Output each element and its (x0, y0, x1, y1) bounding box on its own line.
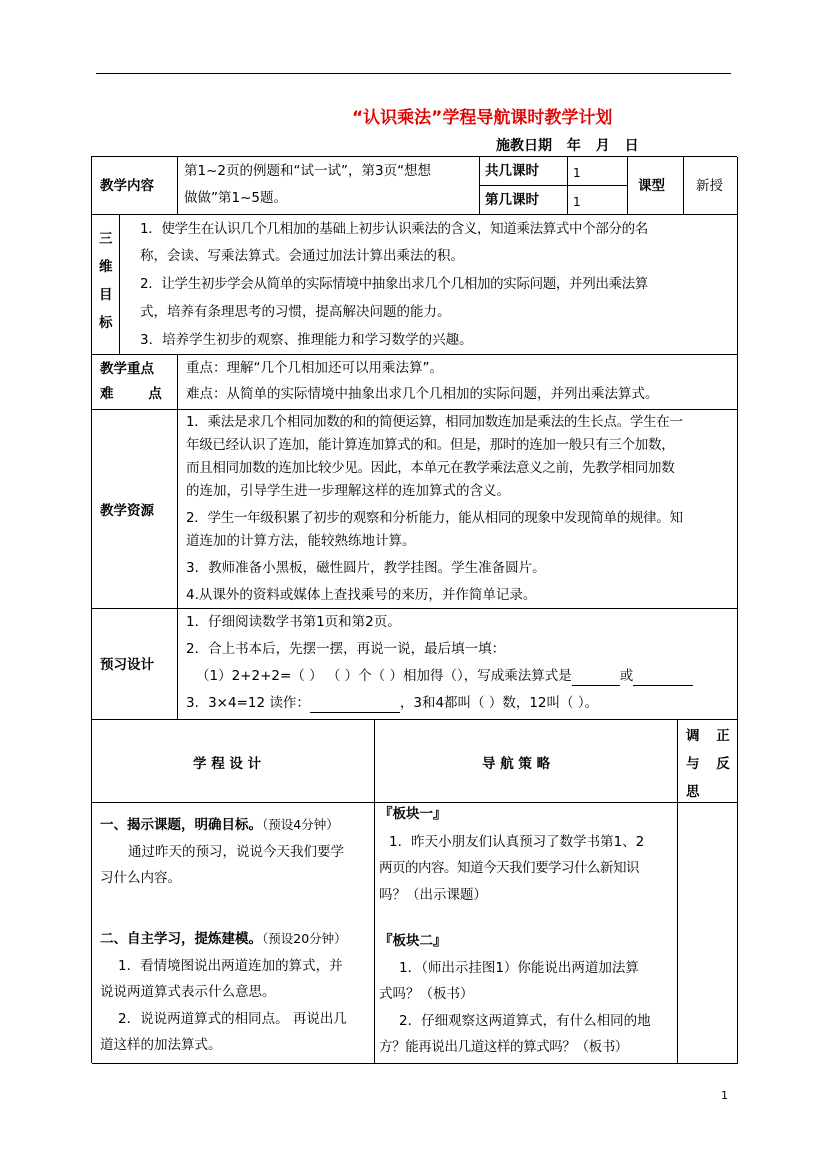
section-1-line-2: 习什么内容。 (100, 870, 181, 886)
period-index-value-cell (568, 186, 628, 215)
preview-line-1: 1．仔细阅读数学书第1页和第2页。 (186, 614, 401, 630)
section-1-heading (100, 815, 339, 835)
section-2-line-1: 1．看情境图说出两道连加的算式，并 (118, 958, 343, 974)
learning-design-table (91, 719, 737, 1063)
key-focus: 重点：理解“几个几相加还可以用乘法算”。 (186, 360, 443, 376)
goals-label-cell (92, 215, 120, 355)
resources-line-1: 1．乘法是求几个相同加数的和的简便运算，相同加数连加是乘法的生长点。学生在一 (186, 414, 683, 430)
block-2-line-4: 方？能再说出几道这样的算式吗？（板书） (379, 1039, 628, 1055)
section-1-time: （预设4分钟） (262, 817, 339, 832)
block-1-title: 『板块一』 (379, 806, 447, 822)
navigation-strategy-cell (375, 803, 678, 1064)
total-periods-value: 1 (573, 166, 581, 180)
block-2-title: 『板块二』 (379, 933, 447, 949)
goals-label-char-4: 标 (99, 315, 113, 331)
block-2-line-2: 式吗？（板书） (379, 986, 474, 1002)
resources-label-cell (92, 410, 178, 609)
section-2-line-3: 2．说说两道算式的相同点。 再说出几 (118, 1011, 347, 1027)
header-rule (96, 73, 731, 74)
fill-blank-1 (572, 671, 620, 686)
content-cell (178, 157, 480, 215)
lesson-type-label: 课型 (638, 178, 665, 194)
content-label: 教学内容 (100, 178, 154, 194)
preview-line-4-text: 3．3×4=12 读作： (186, 695, 310, 711)
goals-line-2: 称，会读、写乘法算式。会通过加法计算出乘法的积。 (140, 248, 464, 264)
resources-line-3: 而且相同加数的连加比较少见。因此，本单元在教学乘法意义之前，先教学相同加数 (186, 460, 675, 476)
section-2-time: （预设20分钟） (262, 931, 347, 946)
total-periods-label: 共几课时 (485, 163, 539, 179)
preview-line-4-rest: ，3和4都叫（ ）数，12叫（ ）。 (399, 695, 599, 711)
reflection-header-line-1: 调 正 (686, 728, 730, 744)
goals-line-4: 式，培养有条理思考的习惯，提高解决问题的能力。 (140, 304, 451, 320)
block-2-line-3: 2．仔细观察这两道算式，有什么相同的地 (399, 1013, 651, 1029)
goals-line-3: 2．让学生初步学会从简单的实际情境中抽象出求几个几相加的实际问题，并列出乘法算 (140, 276, 648, 292)
goals-label-char-2: 维 (99, 259, 113, 275)
resources-line-6: 道连加的计算方法，能较熟练地计算。 (186, 533, 416, 549)
goals-cell (120, 215, 738, 355)
preview-line-2: 2．合上书本后，先摆一摆，再说一说，最后填一填： (186, 641, 506, 657)
document-title: “认识乘法”学程导航课时教学计划 (352, 108, 613, 128)
fill-blank-2 (633, 671, 693, 686)
preview-line-4 (186, 693, 598, 713)
lesson-type-label-cell (628, 157, 684, 215)
goals-line-5: 3．培养学生初步的观察、推理能力和学习数学的兴趣。 (140, 332, 473, 348)
learning-design-header: 学 程 设 计 (193, 756, 262, 772)
reflection-header-cell (678, 720, 738, 803)
section-2-title: 二、自主学习，提炼建模。 (100, 931, 262, 947)
reflection-header-line-3: 思 (686, 784, 700, 800)
period-index-label: 第几课时 (485, 192, 539, 208)
content-label-cell (92, 157, 178, 215)
goals-line-1: 1．使学生在认识几个几相加的基础上初步认识乘法的含义，知道乘法算式中个部分的名 (140, 221, 648, 237)
preview-label-cell (92, 609, 178, 720)
lesson-type-value-cell (684, 157, 738, 215)
period-index-value: 1 (573, 195, 581, 209)
block-1-line-3: 吗？（出示课题） (379, 887, 487, 903)
resources-line-7: 3．教师准备小黑板，磁性圆片，教学挂图。学生准备圆片。 (186, 560, 546, 576)
resources-label: 教学资源 (100, 503, 154, 519)
key-label-line-2: 难 点 (100, 386, 162, 402)
reflection-header-line-2: 与 反 (686, 756, 730, 772)
lesson-type-value: 新授 (696, 178, 723, 194)
section-2-heading (100, 929, 347, 949)
section-1-title: 一、揭示课题，明确目标。 (100, 817, 262, 833)
total-periods-value-cell (568, 157, 628, 186)
preview-label: 预习设计 (100, 657, 154, 673)
resources-line-5: 2．学生一年级积累了初步的观察和分析能力，能从相同的现象中发现简单的规律。知 (186, 510, 683, 526)
preview-cell (178, 609, 738, 720)
resources-line-8: 4.从课外的资料或媒体上查找乘号的来历，并作简单记录。 (186, 587, 537, 603)
section-2-line-4: 道这样的加法算式。 (100, 1037, 222, 1053)
section-1-line-1: 通过昨天的预习，说说今天我们要学 (128, 844, 344, 860)
period-index-label-cell (480, 186, 568, 215)
content-line-2: 做做”第1~5题。 (184, 190, 287, 206)
preview-line-3 (196, 666, 693, 686)
key-cell (178, 355, 738, 410)
navigation-strategy-header-cell (375, 720, 678, 803)
navigation-strategy-header: 导 航 策 略 (482, 756, 551, 772)
fill-blank-3 (310, 698, 400, 713)
key-label-cell (92, 355, 178, 410)
preview-line-3-text: （1）2+2+2=（ ） （ ）个（ ）相加得（），写成乘法算式是 (196, 668, 572, 684)
block-2-line-1: 1．（师出示挂图1）你能说出两道加法算 (399, 960, 639, 976)
goals-label-char-3: 目 (99, 287, 113, 303)
total-periods-label-cell (480, 157, 568, 186)
page-number: 1 (721, 1089, 728, 1102)
learning-design-header-cell (92, 720, 375, 803)
goals-label-char-1: 三 (99, 231, 113, 247)
teaching-date-label: 施教日期 年 月 日 (496, 138, 639, 154)
section-2-line-2: 说说两道算式表示什么意思。 (100, 984, 276, 1000)
learning-design-cell (92, 803, 375, 1064)
resources-cell (178, 410, 738, 609)
content-line-1: 第1~2页的例题和“试一试”，第3页“想想 (184, 163, 432, 179)
preview-line-3-or: 或 (619, 668, 634, 684)
resources-line-2: 年级已经认识了连加，能计算连加算式的和。但是，那时的连加一般只有三个加数， (186, 437, 675, 453)
key-label-line-1: 教学重点 (100, 361, 154, 377)
resources-line-4: 的连加，引导学生进一步理解这样的连加算式的含义。 (186, 483, 510, 499)
lesson-plan-table (91, 156, 737, 719)
key-difficulty: 难点：从简单的实际情境中抽象出求几个几相加的实际问题，并列出乘法算式。 (186, 386, 659, 402)
block-1-line-1: 1．昨天小朋友们认真预习了数学书第1、2 (389, 834, 645, 850)
block-1-line-2: 两页的内容。知道今天我们要学习什么新知识 (379, 860, 639, 876)
reflection-cell (678, 803, 738, 1064)
